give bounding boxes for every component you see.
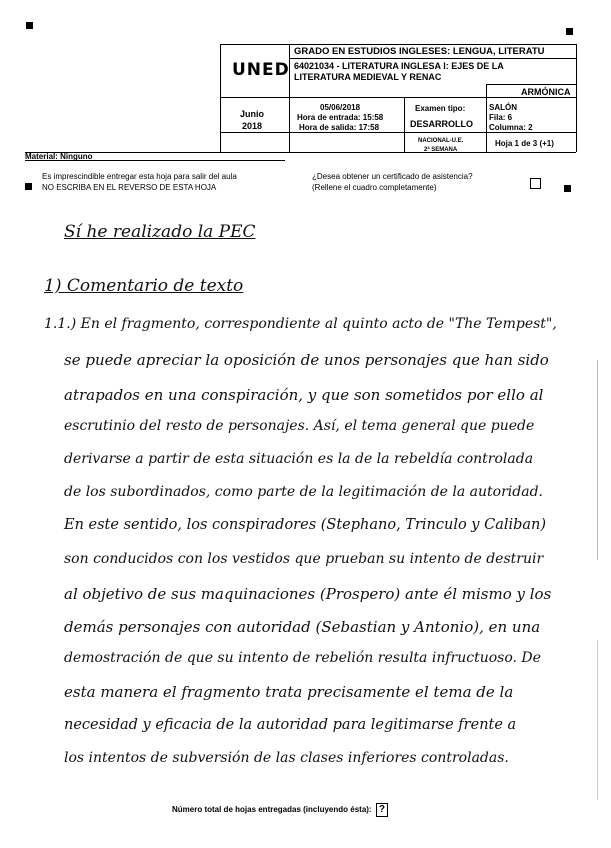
section-heading: 1) Comentario de texto [44,276,244,296]
exit-time: Hora de salida: 17:58 [299,123,380,132]
course-title: GRADO EN ESTUDIOS INGLESES: LENGUA, LITERATU [294,46,545,57]
subject-line-1: 64021034 - LITERATURA INGLESA I: EJES DE LA [294,61,504,71]
registration-mark-top-left [26,22,33,29]
exam-date: 05/06/2018 [320,103,361,112]
location-title: ARMÓNICA [521,87,571,97]
total-sheets-value[interactable]: ? [376,803,388,817]
notice-right-line-1: ¿Desea obtener un certificado de asistencia? [312,172,473,181]
text-line: 1.1.) En el fragmento, correspondiente al quinto acto de "The Tempest", [44,316,557,332]
subject-line-2: LITERATURA MEDIEVAL Y RENAC [294,72,442,82]
material-label: Material: Ninguno [25,152,93,161]
week-label: 2ª SEMANA [424,147,458,153]
room-label: SALÓN [489,103,517,112]
page-count: Hoja 1 de 3 (+1) [495,139,554,148]
pec-statement: Sí he realizado la PEC [64,222,256,242]
attendance-certificate-checkbox[interactable] [530,178,541,189]
text-line: demás personajes con autoridad (Sebastian y Antonio), en una [64,618,541,636]
text-line: esta manera el fragmento trata precisamente el tema de la [64,683,514,701]
notice-left-line-2: NO ESCRIBA EN EL REVERSO DE ESTA HOJA [42,183,217,192]
text-line: los intentos de subversión de las clases inferiores controladas. [64,750,509,766]
text-line: se puede apreciar la oposición de unos personajes que han sido [64,351,549,369]
text-line: En este sentido, los conspiradores (Stephano, Trinculo y Caliban) [64,517,547,533]
registration-mark-mid-left [25,183,32,190]
total-sheets-label: Número total de hojas entregadas (incluyendo ésta): [172,805,372,814]
text-line: escrutinio del resto de personajes. Así, el tema general que puede [64,418,535,434]
text-line: derivarse a partir de esta situación es la de la rebeldía controlada [64,451,534,467]
scan-margin-mark [597,360,598,560]
row-label: Fila: 6 [489,113,513,122]
text-line: demostración de que su intento de rebelión resulta infructuoso. De [64,650,541,666]
notice-left-line-1: Es imprescindible entregar esta hoja para salir del aula [42,172,237,181]
text-line: de los subordinados, como parte de la legitimación de la autoridad. [64,484,543,500]
uned-logo: UNED [232,60,290,80]
entry-time: Hora de entrada: 15:58 [297,113,384,122]
column-label: Columna: 2 [489,123,533,132]
scan-margin-mark [597,640,598,800]
scope-label: NACIONAL-U.E. [418,138,464,144]
text-line: al objetivo de sus maquinaciones (Prospero) ante él mismo y los [64,585,552,603]
exam-type-value: DESARROLLO [410,119,473,129]
text-line: atrapados en una conspiración, y que son sometidos por ello al [64,386,544,404]
registration-mark-top-right [566,28,573,35]
registration-mark-mid-right [564,185,571,192]
text-line: necesidad y eficacia de la autoridad para legitimarse frente a [64,717,517,733]
session-year: 2018 [242,121,263,131]
total-sheets-footer [172,803,388,817]
exam-type-label: Examen tipo: [415,104,466,113]
notice-right-line-2: (Rellene el cuadro completamente) [312,183,437,192]
text-line: son conducidos con los vestidos que prueban su intento de destruir [64,551,544,567]
session-month: Junio [240,109,264,119]
